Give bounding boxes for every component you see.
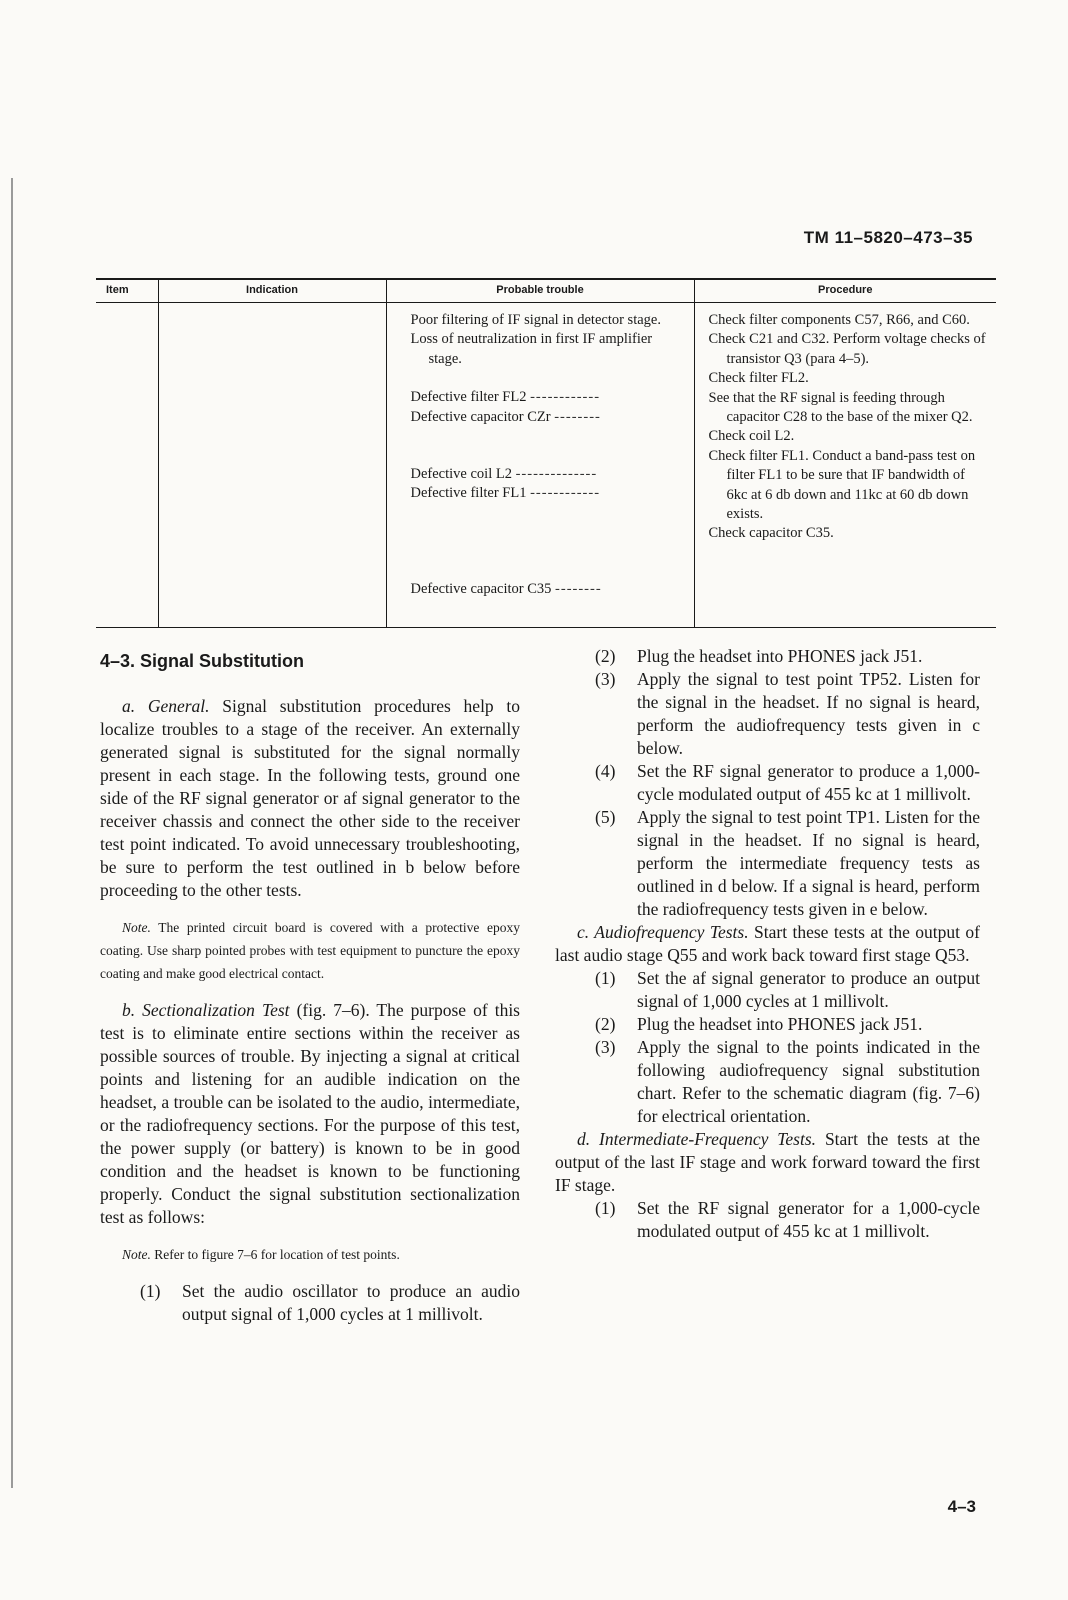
list-item: (1) Set the af signal generator to produce an output signal of 1,000 cycles at 1 millivolt. [595, 968, 980, 1011]
trouble-table [96, 278, 996, 628]
list-item: (4) Set the RF signal generator to produce a 1,000-cycle modulated output of 455 kc at 1 millivolt. [595, 761, 980, 804]
col-header-item: Item [96, 279, 158, 303]
trouble-entry: Defective filter FL2 ------------ [410, 389, 601, 406]
note-test-points: Note. Refer to figure 7–6 for location of test points. [122, 1247, 400, 1262]
list-item: (1) Set the RF signal generator for a 1,000-cycle modulated output of 455 kc at 1 millivolt. [595, 1198, 980, 1241]
trouble-entry: Defective capacitor C35 -------- [410, 580, 602, 597]
trouble-entry: Poor filtering of IF signal in detector stage. [410, 312, 661, 328]
procedure-entry: Check filter FL1. Conduct a band-pass test on filter FL1 to be sure that IF bandwidth of 6kc at 6 db down and 11kc at 60 db down exists. [708, 447, 976, 523]
cell-procedure [694, 303, 996, 628]
cell-indication [158, 303, 386, 628]
section-heading: 4–3. Signal Substitution [100, 651, 305, 671]
scan-margin-line [11, 178, 13, 1488]
table-row [96, 303, 996, 628]
sectionalization-paragraph: b. Sectionalization Test (fig. 7–6). The purpose of this test is to eliminate entire sections within the receiver as possible sources of trouble. By injecting a signal at critical points and listening for an audible indication on the headset, a trouble can be isolated to the audio, intermediate, or the radiofrequency sections. For the purpose of this test, the power supply (or battery) is known to be in good condition and the headset is known to be functioning properly. Conduct the signal substitution sectionalization test as follows: [100, 1000, 520, 1227]
procedure-entry: Check filter FL2. [708, 370, 809, 387]
procedure-entry: Check capacitor C35. [708, 525, 834, 542]
intermediate-frequency-steps [555, 1197, 980, 1243]
trouble-entry: Defective capacitor CZr -------- [410, 408, 601, 425]
audiofrequency-paragraph: c. Audiofrequency Tests. Start these tests at the output of last audio stage Q55 and work back toward first stage Q53. [555, 922, 980, 965]
list-item: (3) Apply the signal to the points indicated in the following audiofrequency signal substitution chart. Refer to the schematic diagram (fig. 7–6) for electrical orientation. [595, 1037, 980, 1126]
intermediate-frequency-paragraph: d. Intermediate-Frequency Tests. Start the tests at the output of the last IF stage and work forward toward the first IF stage. [555, 1129, 980, 1195]
procedure-entry: Check filter components C57, R66, and C60. [708, 312, 970, 328]
cell-item [96, 303, 158, 628]
col-header-probable-trouble: Probable trouble [386, 279, 694, 303]
table-header-row [96, 279, 996, 303]
right-column [555, 645, 980, 1243]
col-header-procedure: Procedure [694, 279, 996, 303]
audiofrequency-steps [555, 967, 980, 1128]
list-item: (3) Apply the signal to test point TP52. Listen for the signal in the headset. If no signal is heard, perform the audiofrequency tests given in c below. [595, 669, 980, 758]
cell-probable-trouble [386, 303, 694, 628]
trouble-entry: Loss of neutralization in first IF amplifier stage. [410, 331, 653, 367]
list-item: (2) Plug the headset into PHONES jack J51. [595, 646, 923, 666]
list-item: (1) Set the audio oscillator to produce an audio output signal of 1,000 cycles at 1 millivolt. [140, 1281, 520, 1324]
procedure-entry: Check coil L2. [708, 428, 795, 445]
trouble-entry: Defective coil L2 -------------- [410, 466, 598, 483]
sectionalization-steps-continued [555, 645, 980, 921]
left-column [100, 650, 520, 1326]
list-item: (5) Apply the signal to test point TP1. Listen for the signal in the headset. If no signal is heard, perform the intermediate frequency tests as outlined in d below. If a signal is heard, perform the radiofrequency tests given in e below. [595, 807, 980, 919]
sectionalization-steps [100, 1280, 520, 1326]
list-item: (2) Plug the headset into PHONES jack J51. [595, 1014, 923, 1034]
note-epoxy: Note. The printed circuit board is covered with a protective epoxy coating. Use sharp pointed probes with test equipment to puncture the epoxy coating and make good electrical contact. [100, 920, 520, 981]
trouble-entry: Defective filter FL1 ------------ [410, 485, 601, 502]
general-paragraph: a. General. Signal substitution procedures help to localize troubles to a stage of the receiver. An externally generated signal is substituted for the signal normally present in each stage. In the following tests, ground one side of the RF signal generator or af signal generator to the receiver chassis and connect the other side to the receiver test point indicated. To avoid unnecessary troubleshooting, be sure to perform the test outlined in b below before proceeding to the other tests. [100, 696, 520, 900]
document-id: TM 11–5820–473–35 [803, 228, 973, 247]
procedure-entry: Check C21 and C32. Perform voltage checks of transistor Q3 (para 4–5). [708, 331, 986, 367]
procedure-entry: See that the RF signal is feeding through capacitor C28 to the base of the mixer Q2. [708, 389, 973, 426]
page-number: 4–3 [947, 1497, 976, 1516]
col-header-indication: Indication [158, 279, 386, 303]
